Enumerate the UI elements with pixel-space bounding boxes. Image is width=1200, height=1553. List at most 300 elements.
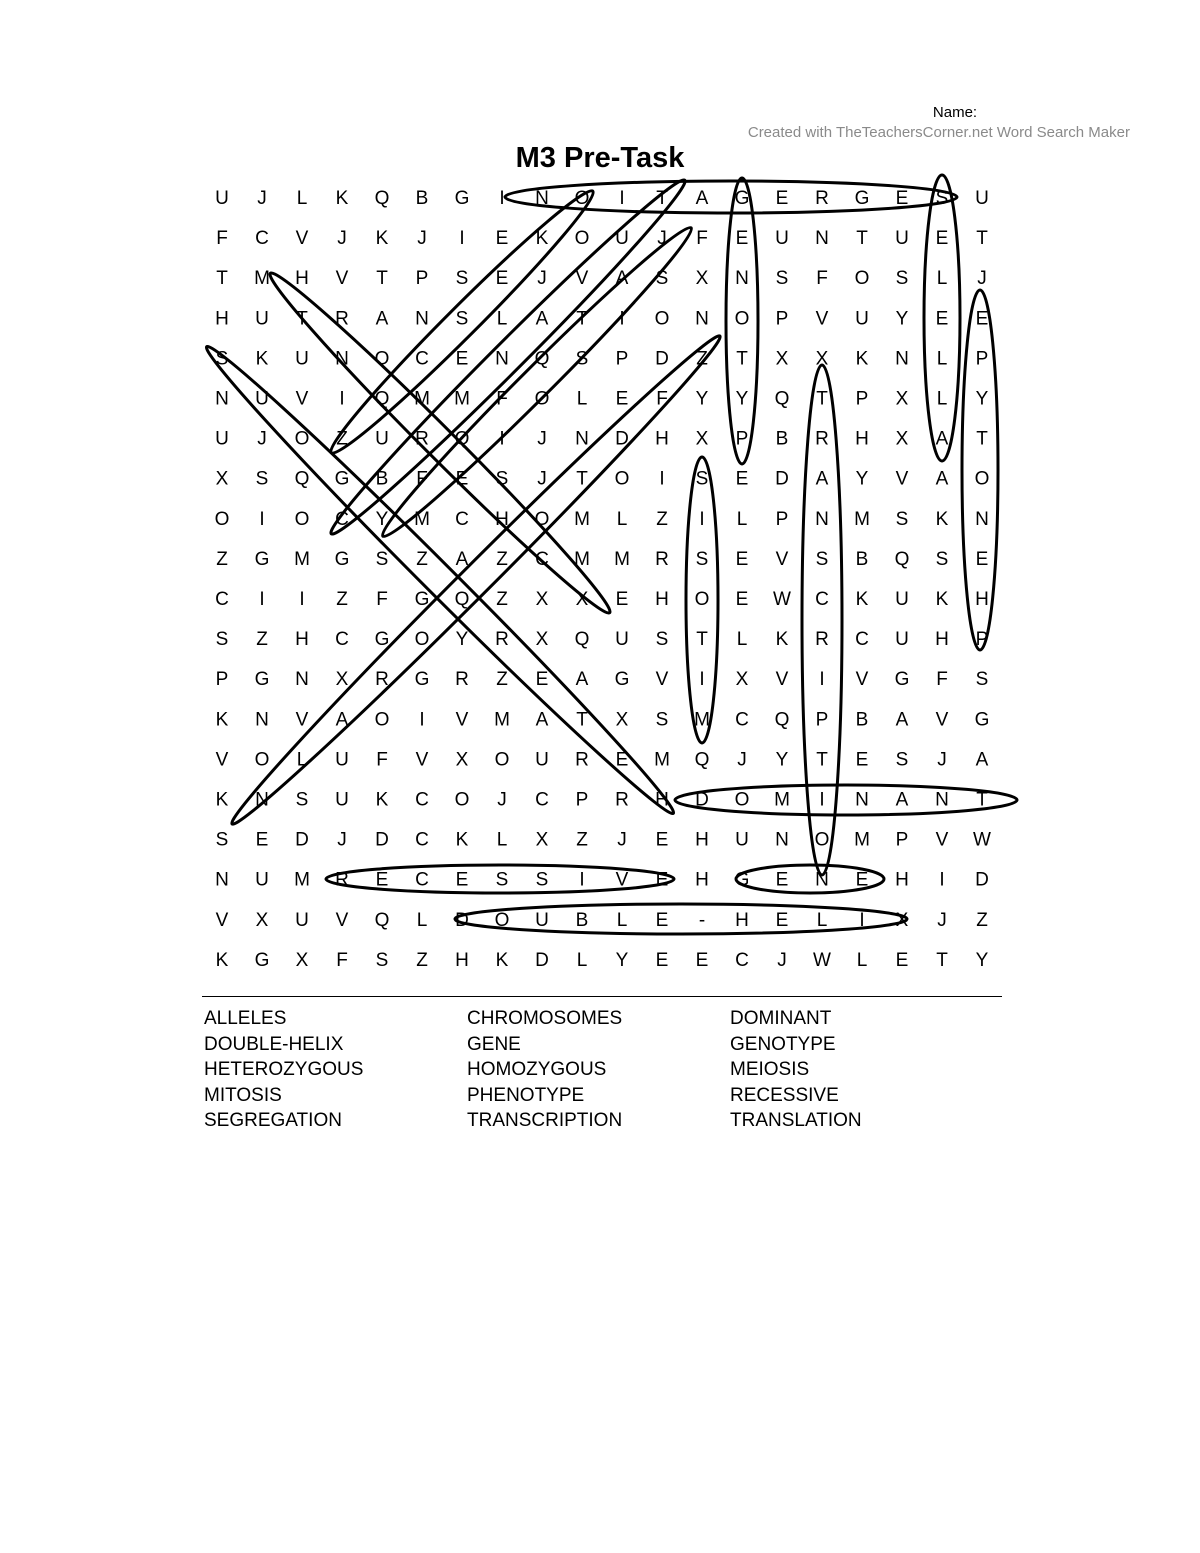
grid-letter: I [619, 188, 625, 209]
word-list-column-3 [730, 1006, 990, 1134]
grid-letter: B [855, 709, 869, 731]
grid-letter: R [335, 869, 349, 891]
grid-letter: N [775, 829, 789, 851]
grid-letter: M [254, 268, 270, 290]
grid-letter: S [255, 468, 269, 490]
grid-letter: D [615, 428, 629, 450]
grid-letter: V [295, 228, 309, 250]
grid-letter: O [574, 228, 590, 250]
grid-letter: Z [416, 949, 428, 971]
grid-letter: U [615, 629, 629, 651]
grid-letter: T [376, 268, 388, 290]
grid-letter: D [375, 829, 389, 851]
grid-letter: L [736, 508, 748, 530]
grid-letter: S [215, 629, 229, 651]
grid-letter: H [895, 869, 909, 891]
grid-letter: V [295, 709, 309, 731]
grid-letter: C [335, 629, 349, 651]
grid-letter: N [495, 348, 509, 370]
grid-letter: O [494, 749, 510, 771]
grid-letter: T [736, 348, 748, 370]
grid-letter: S [455, 308, 469, 330]
grid-letter: Y [615, 949, 629, 971]
grid-letter: G [334, 468, 350, 490]
grid-letter: C [815, 589, 829, 610]
grid-letter: J [537, 428, 547, 450]
grid-letter: K [495, 949, 509, 971]
grid-letter: P [615, 348, 629, 370]
grid-letter: E [735, 589, 749, 610]
grid-letter: G [254, 669, 270, 691]
grid-letter: O [694, 589, 710, 610]
grid-letter: X [215, 468, 229, 490]
grid-letter: Q [894, 548, 910, 570]
grid-letter: P [855, 388, 869, 410]
grid-letter: O [734, 789, 750, 811]
grid-letter: R [655, 548, 669, 570]
grid-letter: F [376, 749, 388, 771]
grid-letter: Z [336, 428, 348, 450]
grid-letter: O [254, 749, 270, 771]
grid-letter: I [619, 308, 625, 330]
grid-letter: J [417, 228, 427, 250]
grid-letter: V [215, 909, 229, 931]
grid-letter: J [777, 949, 787, 971]
grid-letter: T [576, 468, 588, 490]
grid-letter: J [737, 749, 747, 771]
grid-letter: V [455, 709, 469, 731]
grid-letter: H [935, 629, 949, 651]
grid-letter: X [695, 268, 709, 290]
grid-letter: X [615, 709, 629, 731]
grid-letter: Q [374, 188, 390, 209]
grid-letter: A [935, 428, 949, 450]
grid-letter: K [775, 629, 789, 651]
grid-letter: X [815, 348, 829, 370]
grid-letter: S [495, 468, 509, 490]
grid-letter: R [415, 428, 429, 450]
word-item: TRANSCRIPTION [467, 1110, 623, 1132]
grid-letter: Y [695, 388, 709, 410]
grid-letter: I [579, 869, 585, 891]
grid-letter: M [614, 548, 630, 570]
grid-letter: K [335, 188, 349, 209]
word-item: ALLELES [204, 1008, 287, 1029]
grid-letter: I [819, 789, 825, 811]
grid-letter: E [775, 869, 789, 891]
grid-letter: O [534, 388, 550, 410]
grid-letter: H [975, 589, 989, 610]
grid-letter: Z [496, 589, 508, 610]
oval-dominant [675, 785, 1017, 815]
grid-letter: S [695, 548, 709, 570]
grid-letter: J [937, 749, 947, 771]
grid-letter: J [937, 909, 947, 931]
grid-letter: X [535, 629, 549, 651]
grid-letter: J [537, 268, 547, 290]
grid-letter: U [215, 188, 229, 209]
grid-letter: S [895, 268, 909, 290]
grid-letter: G [254, 949, 270, 971]
grid-letter: E [975, 548, 989, 570]
grid-letter: S [375, 548, 389, 570]
grid-letter: V [655, 669, 669, 691]
grid-letter: Y [375, 508, 389, 530]
grid-letter: Q [454, 589, 470, 610]
grid-letter: N [415, 308, 429, 330]
grid-letter: Q [294, 468, 310, 490]
grid-letter: D [655, 348, 669, 370]
word-list-column-1 [204, 1006, 464, 1134]
grid-letter: K [375, 789, 389, 811]
grid-letter: E [495, 228, 509, 250]
grid-letter: S [695, 468, 709, 490]
grid-letter: E [455, 468, 469, 490]
grid-letter: Y [735, 388, 749, 410]
grid-letter: F [936, 669, 948, 691]
word-item: GENE [467, 1033, 521, 1055]
grid-letter: P [895, 829, 909, 851]
grid-letter: O [534, 508, 550, 530]
grid-letter: Y [975, 949, 989, 971]
grid-letter: A [535, 709, 549, 731]
grid-letter: T [976, 789, 988, 811]
grid-letter: D [975, 869, 989, 891]
grid-letter: Q [574, 629, 590, 651]
grid-letter: N [215, 869, 229, 891]
grid-letter: L [576, 388, 588, 410]
grid-letter: A [455, 548, 469, 570]
grid-letter: H [695, 869, 709, 891]
grid-letter: T [576, 308, 588, 330]
grid-letter: N [295, 669, 309, 691]
grid-letters [215, 188, 991, 971]
grid-letter: L [496, 829, 508, 851]
grid-letter: X [895, 909, 909, 931]
grid-letter: E [495, 268, 509, 290]
grid-letter: X [575, 589, 589, 610]
grid-letter: C [415, 348, 429, 370]
grid-letter: U [295, 909, 309, 931]
grid-letter: M [414, 508, 430, 530]
grid-letter: K [535, 228, 549, 250]
grid-letter: N [255, 789, 269, 811]
grid-letter: N [255, 709, 269, 731]
grid-letter: S [575, 348, 589, 370]
grid-letter: U [215, 428, 229, 450]
grid-letter: U [855, 308, 869, 330]
grid-letter: G [254, 548, 270, 570]
grid-letter: E [775, 909, 789, 931]
grid-letter: N [895, 348, 909, 370]
grid-letter: S [935, 548, 949, 570]
grid-letter: A [615, 268, 629, 290]
grid-letter: S [895, 749, 909, 771]
grid-letter: I [859, 909, 865, 931]
grid-letter: K [455, 829, 469, 851]
grid-letter: I [259, 589, 265, 610]
grid-letter: C [855, 629, 869, 651]
grid-letter: U [335, 789, 349, 811]
grid-letter: E [975, 308, 989, 330]
grid-letter: B [415, 188, 429, 209]
grid-letter: G [414, 589, 430, 610]
grid-letter: C [735, 949, 749, 971]
grid-letter: M [574, 508, 590, 530]
grid-letter: E [895, 188, 909, 209]
grid-letter: Z [416, 548, 428, 570]
grid-letter: M [774, 789, 790, 811]
grid-letter: U [335, 749, 349, 771]
grid-letter: Z [216, 548, 228, 570]
grid-letter: E [655, 949, 669, 971]
grid-letter: J [337, 829, 347, 851]
grid-letter: T [296, 308, 308, 330]
grid-letter: X [775, 348, 789, 370]
grid-letter: F [656, 388, 668, 410]
grid-letter: Z [696, 348, 708, 370]
grid-letter: L [616, 508, 628, 530]
grid-letter: A [375, 308, 389, 330]
grid-letter: I [699, 508, 705, 530]
grid-letter: P [975, 348, 989, 370]
grid-letter: S [295, 789, 309, 811]
grid-letter: V [935, 829, 949, 851]
grid-letter: X [535, 589, 549, 610]
grid-letter: Y [895, 308, 909, 330]
grid-letter: N [215, 388, 229, 410]
grid-letter: N [575, 428, 589, 450]
grid-letter: Y [975, 388, 989, 410]
grid-letter: E [375, 869, 389, 891]
grid-letter: A [695, 188, 709, 209]
grid-letter: H [215, 308, 229, 330]
grid-letter: E [255, 829, 269, 851]
grid-letter: G [734, 869, 750, 891]
grid-letter: X [295, 949, 309, 971]
grid-letter: M [494, 709, 510, 731]
grid-letter: C [535, 789, 549, 811]
grid-letter: O [574, 188, 590, 209]
grid-letter: T [816, 749, 828, 771]
grid-letter: H [655, 428, 669, 450]
grid-letter: G [734, 188, 750, 209]
grid-letter: J [497, 789, 507, 811]
grid-letter: G [334, 548, 350, 570]
grid-letter: C [455, 508, 469, 530]
grid-letter: E [895, 949, 909, 971]
grid-letter: L [296, 749, 308, 771]
grid-letter: E [655, 869, 669, 891]
grid-letter: H [295, 268, 309, 290]
grid-letter: O [494, 909, 510, 931]
grid-letter: L [736, 629, 748, 651]
grid-letter: V [615, 869, 629, 891]
grid-letter: O [654, 308, 670, 330]
grid-letter: Z [496, 669, 508, 691]
grid-letter: D [535, 949, 549, 971]
grid-letter: F [816, 268, 828, 290]
grid-letter: C [335, 508, 349, 530]
name-label: Name: [932, 104, 978, 121]
grid-letter: T [816, 388, 828, 410]
grid-letter: E [655, 829, 669, 851]
grid-letter: P [975, 629, 989, 651]
grid-letter: N [335, 348, 349, 370]
grid-letter: W [773, 589, 791, 610]
grid-letter: C [535, 548, 549, 570]
grid-letter: Q [374, 388, 390, 410]
grid-letter: E [935, 308, 949, 330]
grid-letter: X [695, 428, 709, 450]
grid-letter: K [215, 949, 229, 971]
grid-letter: G [614, 669, 630, 691]
grid-letter: N [695, 308, 709, 330]
grid-letter: G [374, 629, 390, 651]
word-item: DOUBLE-HELIX [204, 1033, 344, 1055]
grid-letter: O [374, 709, 390, 731]
grid-letter: V [335, 909, 349, 931]
grid-letter: E [855, 869, 869, 891]
grid-letter: F [496, 388, 508, 410]
grid-letter: S [375, 949, 389, 971]
grid-letter: N [735, 268, 749, 290]
grid-letter: M [454, 388, 470, 410]
grid-letter: S [895, 508, 909, 530]
grid-letter: Y [775, 749, 789, 771]
grid-letter: I [259, 508, 265, 530]
grid-letter: E [735, 548, 749, 570]
grid-letter: E [535, 669, 549, 691]
grid-letter: L [616, 909, 628, 931]
grid-letter: S [535, 869, 549, 891]
grid-letter: G [454, 188, 470, 209]
grid-letter: J [537, 468, 547, 490]
grid-letter: T [976, 428, 988, 450]
grid-letter: U [775, 228, 789, 250]
grid-letter: A [575, 669, 589, 691]
grid-letter: E [735, 228, 749, 250]
grid-letter: X [535, 829, 549, 851]
grid-letter: S [935, 188, 949, 209]
grid-letter: E [455, 348, 469, 370]
grid-letter: O [214, 508, 230, 530]
grid-letter: X [455, 749, 469, 771]
grid-letter: N [815, 228, 829, 250]
grid-letter: E [855, 749, 869, 771]
grid-letter: X [335, 669, 349, 691]
grid-letter: J [257, 188, 267, 209]
grid-letter: Q [454, 428, 470, 450]
grid-letter: C [215, 589, 229, 610]
grid-letter: N [815, 869, 829, 891]
grid-letter: R [815, 188, 829, 209]
grid-letter: Q [694, 749, 710, 771]
oval-double-helix [455, 904, 907, 934]
grid-letter: E [455, 869, 469, 891]
grid-letter: L [496, 308, 508, 330]
grid-letter: T [976, 228, 988, 250]
grid-letter: O [294, 428, 310, 450]
grid-letter: U [895, 228, 909, 250]
grid-letter: V [775, 548, 789, 570]
grid-letter: Z [256, 629, 268, 651]
grid-letter: O [414, 629, 430, 651]
grid-letter: P [575, 789, 589, 811]
grid-letter: R [815, 428, 829, 450]
grid-letter: S [215, 348, 229, 370]
grid-letter: O [974, 468, 990, 490]
grid-letter: U [375, 428, 389, 450]
grid-letter: E [935, 228, 949, 250]
grid-letter: T [856, 228, 868, 250]
word-item: TRANSLATION [730, 1110, 862, 1132]
grid-letter: L [936, 348, 948, 370]
grid-letter: K [215, 789, 229, 811]
grid-letter: U [975, 188, 989, 209]
grid-letter: E [695, 949, 709, 971]
grid-letter: V [775, 669, 789, 691]
grid-letter: K [215, 709, 229, 731]
grid-letter: I [339, 388, 345, 410]
grid-letter: V [295, 388, 309, 410]
grid-letter: J [617, 829, 627, 851]
grid-letter: I [939, 869, 945, 891]
grid-letter: J [257, 428, 267, 450]
word-item: SEGREGATION [204, 1110, 342, 1132]
grid-letter: O [454, 789, 470, 811]
grid-letter: F [696, 228, 708, 250]
grid-letter: G [894, 669, 910, 691]
grid-letter: T [936, 949, 948, 971]
grid-letter: H [735, 909, 749, 931]
grid-letter: F [416, 468, 428, 490]
grid-letter: T [576, 709, 588, 731]
grid-letter: I [699, 669, 705, 691]
grid-letter: Q [774, 709, 790, 731]
grid-letter: C [415, 829, 429, 851]
grid-letter: I [819, 669, 825, 691]
grid-letter: Z [496, 548, 508, 570]
grid-letter: S [455, 268, 469, 290]
grid-letter: S [215, 829, 229, 851]
grid-letter: H [695, 829, 709, 851]
grid-letter: L [936, 388, 948, 410]
grid-letter: R [375, 669, 389, 691]
grid-letter: T [696, 629, 708, 651]
grid-letter: J [977, 268, 987, 290]
grid-letter: U [295, 348, 309, 370]
grid-letter: K [255, 348, 269, 370]
grid-letter: L [576, 949, 588, 971]
word-item: MEIOSIS [730, 1059, 810, 1081]
grid-letter: B [375, 468, 389, 490]
grid-letter: E [655, 909, 669, 931]
grid-letter: E [735, 468, 749, 490]
grid-letter: P [215, 669, 229, 691]
grid-letter: L [416, 909, 428, 931]
grid-letter: J [657, 228, 667, 250]
grid-letter: E [615, 589, 629, 610]
grid-letter: C [735, 709, 749, 731]
grid-letter: R [495, 629, 509, 651]
grid-letter: A [815, 468, 829, 490]
word-item: HETEROZYGOUS [204, 1059, 364, 1081]
grid-letter: M [654, 749, 670, 771]
grid-letter: P [735, 428, 749, 450]
grid-letter: O [374, 348, 390, 370]
grid-letter: P [775, 308, 789, 330]
